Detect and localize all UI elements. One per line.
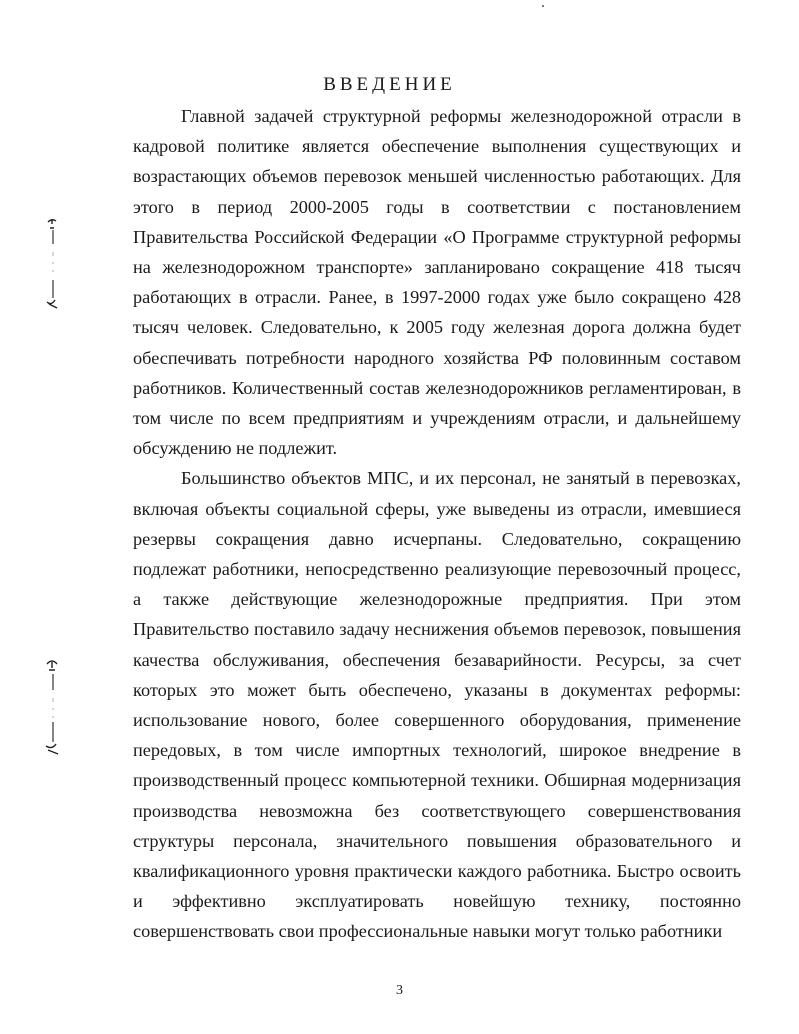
binding-mark-top-icon: [38, 208, 68, 328]
binding-hole-mark-top: [38, 208, 68, 328]
body-text: [133, 101, 741, 947]
binding-hole-mark-bottom: [38, 650, 68, 770]
page-number: 3: [396, 983, 403, 998]
paragraph-2: Большинство объектов МПС, и их персонал, не занятый в перевозках, включая объекты социальной сферы, уже выведены из отрасли, имевшиеся резервы сокращения давно исчерпаны. Следовательно, сокращению подлежат работники, непосредственно реализующие перевозочный процесс, а также действующие железнодорожные предприятия. При этом Правительство поставило задачу неснижения объемов перевозок, повышения качества обслуживания, обеспечения безаварийности. Ресурсы, за счет которых это может быть обеспечено, указаны в документах реформы: использование нового, более совершенного оборудования, применение передовых, в том числе импортных технологий, широкое внедрение в производственный процесс компьютерной техники. Обширная модернизация производства невозможна без соответствующего совершенствования структуры персонала, значительного повышения образовательного и квалификационного уровня практически каждого работника. Быстро освоить и эффективно эксплуатировать новейшую технику, постоянно совершенствовать свои профессиональные навыки могут только работники: [133, 468, 741, 942]
paragraph-1: Главной задачей структурной реформы железнодорожной отрасли в кадровой политике является обеспечение выполнения существующих и возрастающих объемов перевозок меньшей численностью работающих. Для этого в период 2000-2005 годы в соответствии с постановлением Правительства Российской Федерации «О Программе структурной реформы на железнодорожном транспорте» запланировано сокращение 418 тысяч работающих в отрасли. Ранее, в 1997-2000 годах уже было сокращено 428 тысяч человек. Следовательно, к 2005 году железная дорога должна будет обеспечивать потребности народного хозяйства РФ половинным составом работников. Количественный состав железнодорожников регламентирован, в том числе по всем предприятиям и учреждениям отрасли, и дальнейшему обсуждению не подлежит.: [133, 106, 741, 459]
scan-speck: [542, 5, 544, 7]
page-title: ВВЕДЕНИЕ: [323, 74, 456, 95]
binding-mark-bottom-icon: [38, 650, 68, 770]
